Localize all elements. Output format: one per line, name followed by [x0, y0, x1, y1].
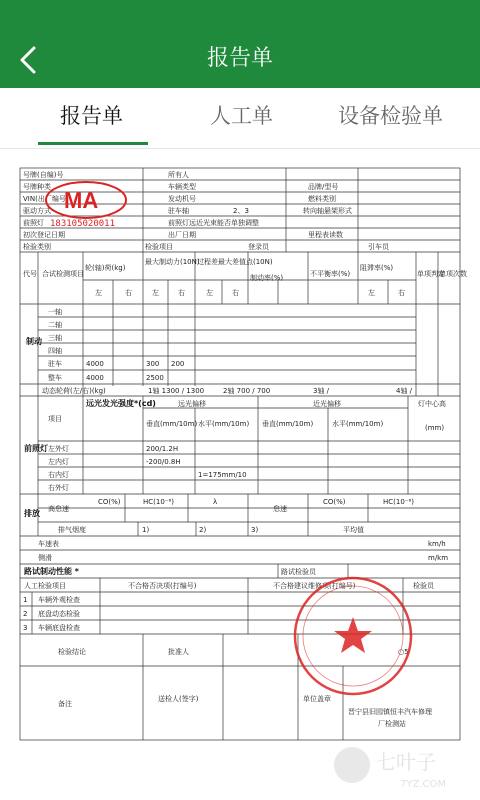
parking-v1: 4000: [86, 360, 104, 368]
manual-item-2-no: 2: [23, 610, 28, 618]
col-left-2: 左: [152, 289, 159, 297]
emission-s1: 1): [142, 526, 150, 534]
watermark-brand: 七叶子: [376, 750, 436, 774]
conclusion-result: ○5: [398, 648, 409, 656]
unit-seal-label: 单位盖章: [303, 695, 331, 703]
parking-label: 驻车: [48, 360, 62, 368]
tab-manual[interactable]: 人工单: [210, 104, 273, 128]
headlight-row-3-value: 1=175mm/10: [198, 471, 247, 479]
whole-v2: 2500: [146, 374, 164, 382]
col-single-judge: 单项判定: [417, 270, 445, 278]
cell-headlamp: 前照灯: [23, 219, 44, 227]
watermark-domain: 7YZ.COM: [400, 779, 446, 790]
cell-vin: VIN(出厂编号): [23, 195, 69, 203]
axle-1: 一轴: [48, 308, 62, 316]
cell-engine: 发动机号: [168, 195, 196, 203]
stamp-number: 183105020011: [50, 219, 116, 229]
tab-equipment[interactable]: 设备检验单: [338, 104, 443, 128]
manual-item-1: 车辆外观检查: [38, 596, 80, 604]
cell-parking-axle-value: 2、3: [233, 207, 249, 215]
col-brake-rate: 制动率(%): [250, 274, 284, 282]
cell-steering: 转向轴悬架形式: [303, 207, 352, 215]
manual-inspector: 检验员: [413, 582, 434, 590]
emission-smoke: 排气烟度: [58, 526, 86, 534]
cell-driver: 引车员: [368, 243, 389, 251]
cell-plate-type: 号牌种类: [23, 183, 51, 191]
cell-fuel: 燃料类别: [308, 195, 336, 203]
manual-label: 人工检验项目: [24, 582, 66, 590]
road-brake-label: 路试制动性能 *: [24, 567, 79, 576]
dynamic-a4: 4轴 /: [396, 387, 413, 395]
headlight-row-3: 右内灯: [48, 471, 69, 479]
cell-plate: 号牌(自编)号: [23, 171, 64, 179]
cell-inspect-type: 检验类别: [23, 243, 51, 251]
brake-section-label: 制动: [26, 337, 42, 346]
headlight-horiz-1: 水平(mm/10m): [198, 420, 250, 428]
cell-owner: 所有人: [168, 171, 189, 179]
conclusion-label: 检验结论: [58, 648, 86, 656]
cell-odometer: 里程表读数: [308, 231, 343, 239]
emission-s2: 2): [199, 526, 207, 534]
cell-vehicle-type: 车辆类型: [168, 183, 196, 191]
cell-drive: 驱动方式: [23, 207, 51, 215]
headlight-far-col: 远光发光强度*(cd): [86, 399, 156, 408]
headlight-row-1-value: 200/1.2H: [146, 445, 179, 453]
axle-2: 二轴: [48, 321, 62, 329]
col-load: 轮(轴)荷(kg): [85, 264, 126, 272]
parking-v2: 300: [146, 360, 160, 368]
cma-stamp: [42, 178, 130, 230]
col-station: 代号: [23, 270, 37, 278]
manual-item-1-no: 1: [23, 596, 28, 604]
headlight-item: 项目: [48, 415, 62, 423]
dynamic-a3: 3轴 /: [313, 387, 330, 395]
dynamic-a2: 2轴 700 / 700: [223, 387, 271, 395]
cell-brand-model: 品牌/型号: [308, 183, 339, 191]
headlight-row-2: 左内灯: [48, 458, 69, 466]
emission-co-1: CO(%): [98, 498, 121, 506]
headlight-far-offset: 远光偏移: [178, 400, 206, 408]
watermark: [330, 735, 480, 795]
manual-item-2: 底盘动态检验: [38, 610, 80, 618]
headlight-section-label: 前照灯: [24, 444, 48, 453]
headlight-near-offset: 近光偏移: [313, 400, 341, 408]
manual-item-3: 车辆底盘检查: [38, 624, 80, 632]
col-right-3: 右: [232, 289, 239, 297]
col-imbalance: 不平衡率(%): [310, 270, 351, 278]
official-seal: [290, 573, 416, 699]
cell-login: 登录员: [248, 243, 269, 251]
tab-bar: [0, 88, 480, 149]
col-single-count: 单项次数: [439, 270, 467, 278]
col-right-4: 右: [398, 289, 405, 297]
col-max-brake: 最大制动力(10N): [145, 258, 200, 266]
active-tab-indicator: [38, 142, 148, 145]
headlight-row-4: 右外灯: [48, 484, 69, 492]
emission-hc-1: HC(10⁻⁶): [143, 498, 175, 506]
app-bar: [0, 0, 480, 88]
col-item: 合试检测项目: [42, 270, 84, 278]
emission-high: 高怠速: [48, 505, 69, 513]
svg-text:MA: MA: [64, 188, 99, 213]
cell-reg-date: 初次登记日期: [23, 231, 65, 239]
axle-4: 四轴: [48, 347, 62, 355]
emission-s3: 3): [251, 526, 259, 534]
sender-label: 送检人(签字): [158, 695, 199, 703]
speed-unit: km/h: [428, 540, 446, 548]
col-left-4: 左: [368, 289, 375, 297]
headlight-height-unit: (mm): [425, 424, 445, 432]
cell-headlamp-adjust: 前照灯远近光束能否单独调整: [168, 219, 259, 227]
col-drag: 阻滞率(%): [360, 264, 394, 272]
emission-section-label: 排放: [24, 509, 40, 518]
col-process-diff: 过程差最大差值点(10N): [197, 258, 273, 266]
approver-label: 批准人: [168, 648, 189, 656]
headlight-horiz-2: 水平(mm/10m): [332, 420, 384, 428]
col-left-1: 左: [95, 289, 102, 297]
emission-lambda: λ: [213, 498, 218, 506]
sideslip-unit: m/km: [428, 554, 449, 562]
seal-line-2: 厂检测站: [378, 720, 406, 728]
whole-v1: 4000: [86, 374, 104, 382]
cell-factory-date: 出厂日期: [168, 231, 196, 239]
dynamic-a1: 1轴 1300 / 1300: [148, 387, 205, 395]
page-title: 报告单: [206, 46, 273, 71]
cell-inspect-item: 检验项目: [145, 243, 173, 251]
emission-avg: 平均值: [343, 526, 364, 534]
cell-parking-axle: 驻车轴: [168, 207, 189, 215]
sideslip-label: 侧滑: [38, 554, 52, 562]
road-tester-label: 路试检验员: [281, 568, 316, 576]
headlight-height: 灯中心高: [418, 400, 446, 408]
col-right-2: 右: [178, 289, 185, 297]
col-left-3: 左: [206, 289, 213, 297]
headlight-row-1: 左外灯: [48, 445, 69, 453]
emission-hc-2: HC(10⁻⁶): [383, 498, 415, 506]
speed-label: 车速表: [38, 540, 59, 548]
manual-advice: 不合格建议维修项(打编号): [273, 582, 356, 590]
seal-line-1: 晋宁县旧园镇恒丰汽车修理: [348, 708, 432, 716]
whole-label: 整车: [48, 374, 62, 382]
remark-label: 备注: [58, 700, 72, 708]
headlight-vert-1: 垂直(mm/10m): [146, 420, 198, 428]
manual-item-3-no: 3: [23, 624, 28, 632]
tab-report[interactable]: 报告单: [60, 104, 123, 128]
emission-co-2: CO(%): [323, 498, 346, 506]
axle-3: 三轴: [48, 334, 62, 342]
manual-fail: 不合格否决项(打编号): [128, 582, 197, 590]
emission-idle: 怠速: [273, 505, 287, 513]
headlight-row-2-value: -200/0.8H: [146, 458, 181, 466]
col-right-1: 右: [125, 289, 132, 297]
headlight-vert-2: 垂直(mm/10m): [262, 420, 314, 428]
parking-v3: 200: [171, 360, 185, 368]
dynamic-label: 动态轮荷(左/右)(kg): [42, 387, 106, 395]
